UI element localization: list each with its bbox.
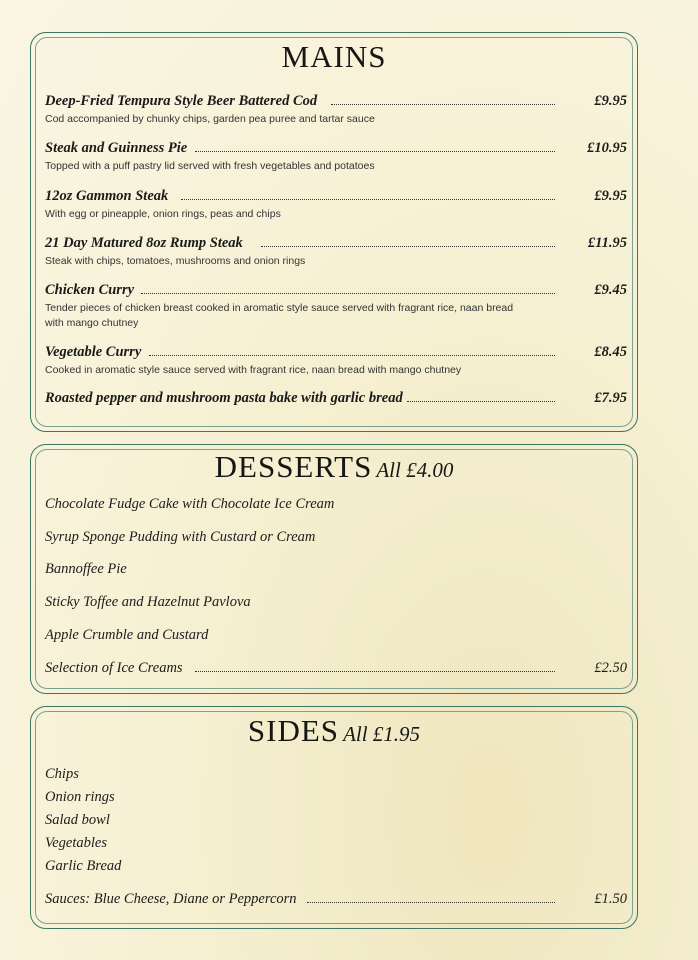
item-name: 12oz Gammon Steak xyxy=(45,188,169,204)
dot-leader xyxy=(141,293,555,294)
dot-leader xyxy=(149,355,555,356)
item-name: Deep-Fried Tempura Style Beer Battered Cod xyxy=(45,93,318,109)
dot-leader xyxy=(181,199,555,200)
menu-item xyxy=(45,282,627,331)
item-description: Tender pieces of chicken breast cooked in aromatic style sauce served with fragrant rice, naan bread with mango chutney xyxy=(45,302,514,329)
item-name: Steak and Guinness Pie xyxy=(45,140,188,156)
menu-item xyxy=(45,93,627,127)
desserts-heading xyxy=(31,449,637,485)
item-name: 21 Day Matured 8oz Rump Steak xyxy=(45,235,243,251)
dot-leader xyxy=(195,151,555,152)
item-price: £2.50 xyxy=(594,660,627,676)
desserts-panel xyxy=(30,444,638,694)
dessert-item: Apple Crumble and Custard xyxy=(45,627,209,643)
menu-item xyxy=(45,235,627,269)
side-item: Vegetables xyxy=(45,835,108,851)
item-description: Cod accompanied by chunky chips, garden pea puree and tartar sauce xyxy=(45,113,375,125)
dessert-item: Chocolate Fudge Cake with Chocolate Ice Cream xyxy=(45,496,335,512)
menu-item xyxy=(45,344,627,378)
menu-item xyxy=(45,188,627,222)
item-name: Sauces: Blue Cheese, Diane or Peppercorn xyxy=(45,891,297,907)
side-item: Salad bowl xyxy=(45,812,110,828)
item-price: £1.50 xyxy=(594,891,627,907)
item-description: Cooked in aromatic style sauce served with fragrant rice, naan bread with mango chutney xyxy=(45,364,462,376)
item-price: £9.95 xyxy=(594,93,627,109)
item-name: Vegetable Curry xyxy=(45,344,142,360)
menu-item xyxy=(45,140,627,174)
item-name: Roasted pepper and mushroom pasta bake with garlic bread xyxy=(45,390,403,406)
item-price: £9.45 xyxy=(594,282,627,298)
item-price: £8.45 xyxy=(594,344,627,360)
side-item: Onion rings xyxy=(45,789,115,805)
sides-heading xyxy=(31,713,637,749)
dessert-item: Syrup Sponge Pudding with Custard or Cream xyxy=(45,529,316,545)
dessert-item: Bannoffee Pie xyxy=(45,561,127,577)
dot-leader xyxy=(195,671,555,672)
dot-leader xyxy=(331,104,555,105)
item-price: £11.95 xyxy=(587,235,627,251)
dot-leader xyxy=(407,401,555,402)
dot-leader xyxy=(307,902,555,903)
item-description: Steak with chips, tomatoes, mushrooms and onion rings xyxy=(45,255,306,267)
item-price: £7.95 xyxy=(594,390,627,406)
item-price: £10.95 xyxy=(587,140,627,156)
item-description: With egg or pineapple, onion rings, peas and chips xyxy=(45,208,281,220)
side-item: Garlic Bread xyxy=(45,858,122,874)
mains-panel xyxy=(30,32,638,432)
desserts-price-note: All £4.00 xyxy=(376,458,454,482)
sauces-item xyxy=(45,891,627,909)
sides-title: SIDES xyxy=(247,713,340,748)
item-name: Chicken Curry xyxy=(45,282,135,298)
sides-panel xyxy=(30,706,638,929)
dot-leader xyxy=(261,246,555,247)
sides-price-note: All £1.95 xyxy=(343,722,421,746)
mains-heading: MAINS xyxy=(281,39,387,74)
dessert-item-priced xyxy=(45,660,627,678)
side-item: Chips xyxy=(45,766,79,782)
menu-item xyxy=(45,390,627,408)
dessert-item: Sticky Toffee and Hazelnut Pavlova xyxy=(45,594,251,610)
item-name: Selection of Ice Creams xyxy=(45,660,183,676)
item-price: £9.95 xyxy=(594,188,627,204)
item-description: Topped with a puff pastry lid served with fresh vegetables and potatoes xyxy=(45,160,375,172)
desserts-title: DESSERTS xyxy=(214,449,373,484)
